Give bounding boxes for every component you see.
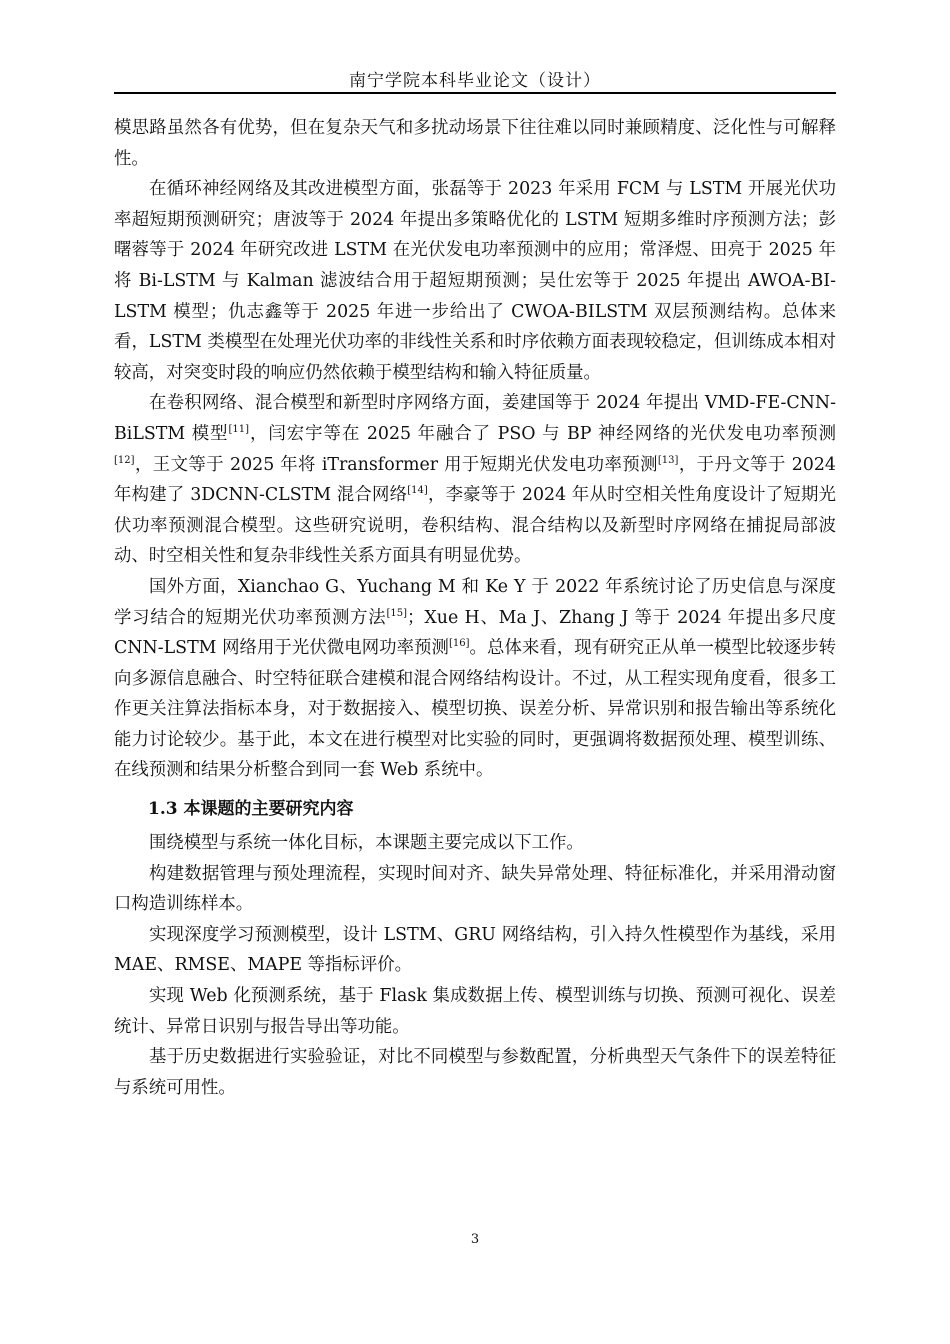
- paragraph: [114, 388, 836, 572]
- paragraph: 模思路虽然各有优势，但在复杂天气和多扰动场景下往往难以同时兼顾精度、泛化性与可解释性。: [114, 118, 836, 169]
- paragraph-text: 国外方面，Xianchao G、Yuchang M 和 Ke Y 于 2022 年系统讨论了历史信息与深度学习结合的短期光伏功率预测方法: [114, 576, 836, 628]
- paragraph: 在循环神经网络及其改进模型方面，张磊等于 2023 年采用 FCM 与 LSTM 开展光伏功率超短期预测研究；唐波等于 2024 年提出多策略优化的 LSTM 短期多维时序预测方法；彭曙蓉等于 2024 年研究改进 LSTM 在光伏发电功率预测中的应用；常泽煜、田亮于 2025 年将 Bi-LSTM 与 Kalman 滤波结合用于超短期预测；吴仕宏等于 2025 年提出 AWOA-BI-LSTM 模型；仇志鑫等于 2025 年进一步给出了 CWOA-BILSTM 双层预测结构。总体来看，LSTM 类模型在处理光伏功率的非线性关系和时序依赖方面表现较稳定，但训练成本相对较高，对突变时段的响应仍然依赖于模型结构和输入特征质量。: [114, 179, 836, 383]
- header-rule: [114, 92, 836, 94]
- paragraph: [114, 572, 836, 786]
- citation: [15]: [386, 607, 407, 619]
- section-heading: 1.3 本课题的主要研究内容: [148, 799, 354, 820]
- paragraph: 围绕模型与系统一体化目标，本课题主要完成以下工作。: [149, 833, 584, 854]
- citation: [13]: [657, 454, 679, 466]
- page-header: 南宁学院本科毕业论文（设计）: [349, 71, 601, 91]
- paragraph-text: ，闫宏宇等在 2025 年融合了 PSO 与 BP 神经网络的光伏发电功率预测: [249, 423, 836, 444]
- citation: [12]: [114, 454, 135, 466]
- paragraph: 基于历史数据进行实验验证，对比不同模型与参数配置，分析典型天气条件下的误差特征与系统可用性。: [114, 1047, 836, 1098]
- paragraph-text: ；Xue H、Ma J、Zhang J 等于 2024 年提出多尺度 CNN-LSTM 网络用于光伏微电网功率预测: [114, 607, 836, 659]
- citation: [16]: [448, 638, 470, 650]
- page-body: [114, 113, 836, 1103]
- citation: [11]: [228, 423, 250, 435]
- paragraph-text: 在卷积网络、混合模型和新型时序网络方面，姜建国等于 2024 年提出 VMD-FE-CNN-BiLSTM 模型: [114, 393, 836, 444]
- paragraph-text: 。总体来看，现有研究正从单一模型比较逐步转向多源信息融合、时空特征联合建模和混合网络结构设计。不过，从工程实现角度看，很多工作更关注算法指标本身，对于数据接入、模型切换、误差分析、异常识别和报告输出等系统化能力讨论较少。基于此，本文在进行模型对比实验的同时，更强调将数据预处理、模型训练、在线预测和结果分析整合到同一套 Web 系统中。: [114, 638, 836, 781]
- paragraph: 实现深度学习预测模型，设计 LSTM、GRU 网络结构，引入持久性模型作为基线，采用 MAE、RMSE、MAPE 等指标评价。: [114, 924, 836, 976]
- paragraph: 构建数据管理与预处理流程，实现时间对齐、缺失异常处理、特征标准化，并采用滑动窗口构造训练样本。: [114, 863, 836, 915]
- paragraph-text: ，王文等于 2025 年将 iTransformer 用于短期光伏发电功率预测: [134, 454, 658, 475]
- paragraph-text: ，于丹文等于 2024 年构建了 3DCNN-CLSTM 混合网络: [114, 454, 836, 506]
- paragraph-text: ，李豪等于 2024 年从时空相关性角度设计了短期光伏功率预测混合模型。这些研究说明，卷积结构、混合结构以及新型时序网络在捕捉局部波动、时空相关性和复杂非线性关系方面具有明显优势。: [114, 485, 836, 567]
- page-number: 3: [470, 1232, 480, 1247]
- citation: [14]: [407, 485, 428, 497]
- paragraph: 实现 Web 化预测系统，基于 Flask 集成数据上传、模型训练与切换、预测可视化、误差统计、异常日识别与报告导出等功能。: [114, 986, 836, 1037]
